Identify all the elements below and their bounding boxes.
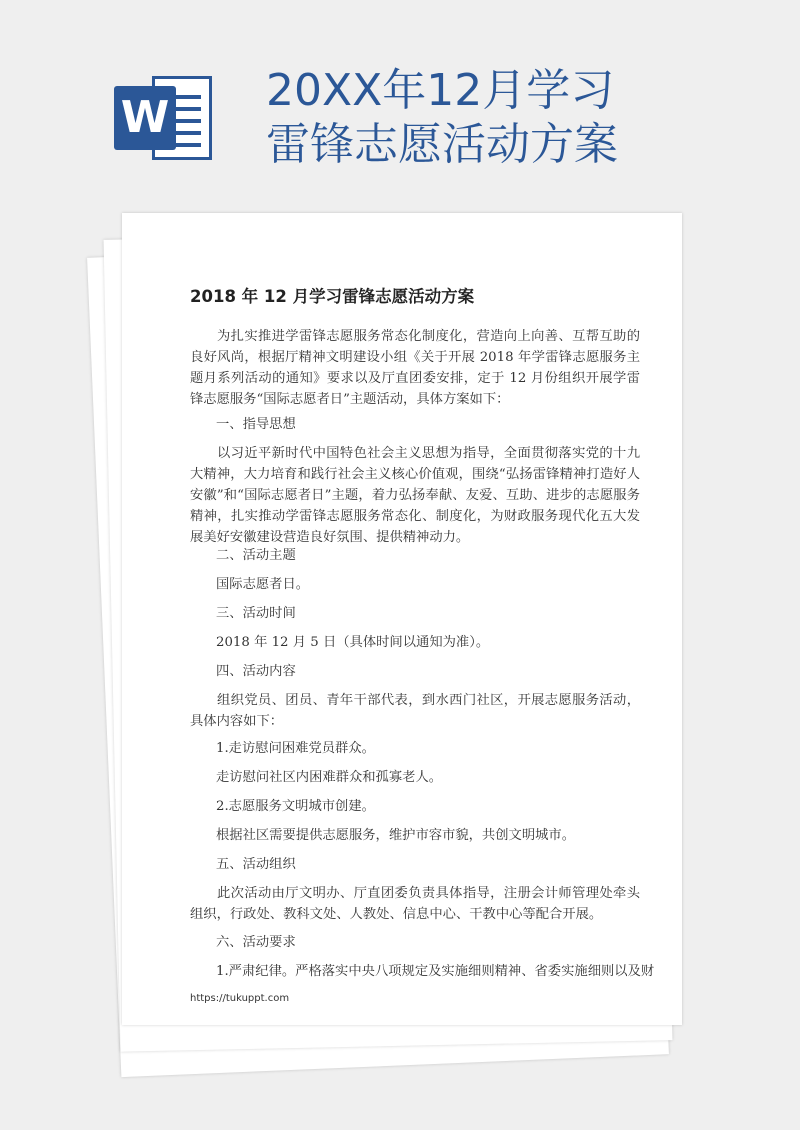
content-paragraph: 组织党员、团员、青年干部代表，到水西门社区，开展志愿服务活动，具体内容如下： [190,693,640,729]
section-heading-content: 四、活动内容 [216,664,296,679]
section-heading-organization: 五、活动组织 [216,857,296,872]
section-heading-theme: 二、活动主题 [216,548,296,563]
document-title: 2018 年 12 月学习雷锋志愿活动方案 [190,287,475,306]
guiding-paragraph: 以习近平新时代中国特色社会主义思想为指导，全面贯彻落实党的十九大精神，大力培育和践行社会主义核心价值观，围绕“弘扬雷锋精神打造好人安徽”和“国际志愿者日”主题，着力弘扬奉献、友爱、互助、进步的志愿服务精神，扎实推动学雷锋志愿服务常态化、制度化，为财政服务现代化五大发展美好安徽建设营造良好氛围、提供精神动力。 [190,446,640,545]
time-paragraph: 2018 年 12 月 5 日（具体时间以通知为准）。 [216,635,490,650]
content-item-1-text: 走访慰问社区内困难群众和孤寡老人。 [216,770,443,785]
banner-title [266,64,786,172]
banner [0,0,800,200]
section-heading-time: 三、活动时间 [216,606,296,621]
banner-title-line-2: 雷锋志愿活动方案 [266,119,618,170]
content-item-1: 1.走访慰问困难党员群众。 [216,741,375,756]
banner-title-line-1: 20XX年12月学习 [266,65,615,116]
footer-url: https://tukuppt.com [190,993,290,1004]
word-document-icon [108,70,216,166]
content-item-2-text: 根据社区需要提供志愿服务，维护市容市貌，共创文明城市。 [216,828,576,843]
intro-paragraph: 为扎实推进学雷锋志愿服务常态化制度化，营造向上向善、互帮互助的良好风尚，根据厅精神文明建设小组《关于开展 2018 年学雷锋志愿服务主题月系列活动的通知》要求以及厅直团委安排，定于 12 月份组织开展学雷锋志愿服务“国际志愿者日”主题活动，具体方案如下： [190,329,640,407]
content-item-2: 2.志愿服务文明城市创建。 [216,799,375,814]
requirement-item-1: 1.严肃纪律。严格落实中央八项规定及实施细则精神、省委实施细则以及财 [216,964,655,979]
word-letter-badge: W [114,86,176,150]
theme-paragraph: 国际志愿者日。 [216,577,310,592]
organization-paragraph: 此次活动由厅文明办、厅直团委负责具体指导，注册会计师管理处牵头组织，行政处、教科文处、人教处、信息中心、干教中心等配合开展。 [190,886,640,922]
section-heading-requirements: 六、活动要求 [216,935,296,950]
section-heading-guiding: 一、指导思想 [216,417,296,432]
